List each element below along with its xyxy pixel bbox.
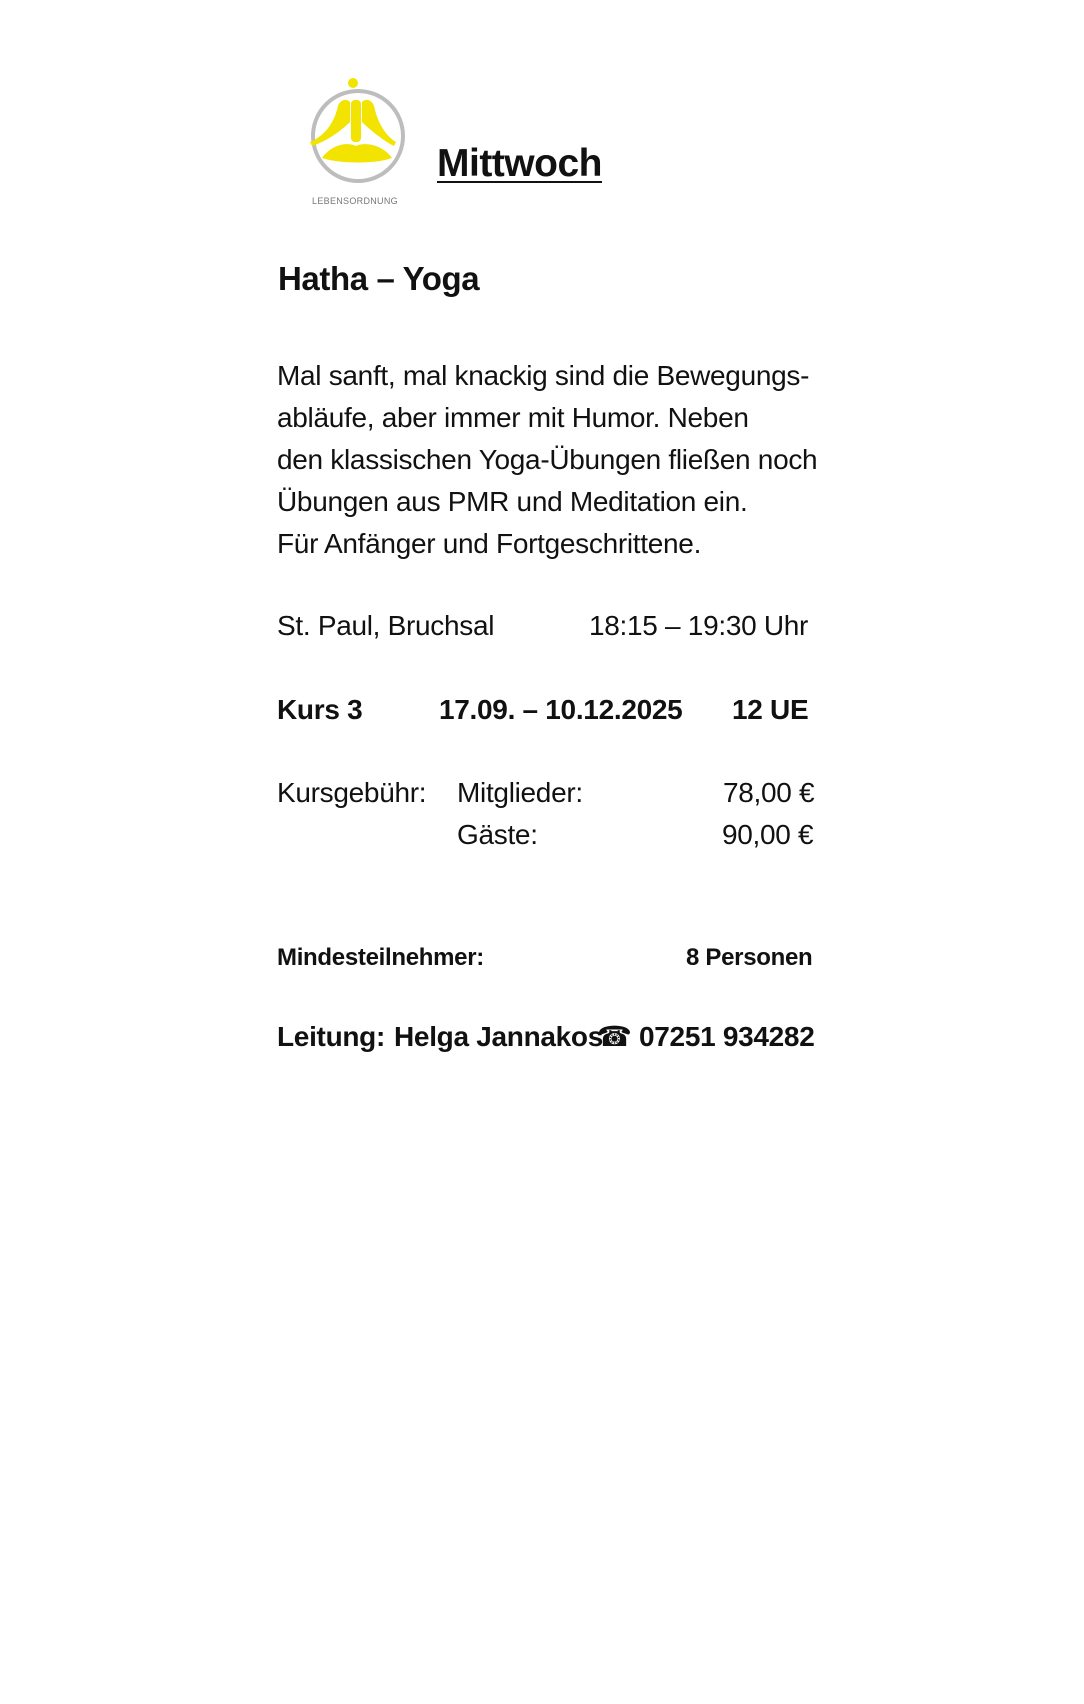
leitung-phone: 07251 934282 <box>639 1021 815 1052</box>
location-row <box>277 605 822 647</box>
description-line: Mal sanft, mal knackig sind die Bewegungs- <box>277 360 810 391</box>
minimum-label: Mindesteilnehmer: <box>277 944 484 971</box>
members-label: Mitglieder: <box>457 777 583 808</box>
guests-price: 90,00 € <box>722 819 814 850</box>
guests-label: Gäste: <box>457 819 538 850</box>
leitung-label: Leitung: <box>277 1021 386 1052</box>
course-title: Hatha – Yoga <box>278 260 480 297</box>
description-line: abläufe, aber immer mit Humor. Neben <box>277 402 749 433</box>
kurs-label: Kurs 3 <box>277 694 363 725</box>
logo-legs <box>322 144 392 162</box>
logo-caption: LEBENSORDNUNG <box>312 196 398 206</box>
location-place: St. Paul, Bruchsal <box>277 610 495 641</box>
minimum-value: 8 Personen <box>686 944 813 971</box>
meditating-figure-icon <box>300 78 410 193</box>
members-price: 78,00 € <box>723 777 815 808</box>
kurs-row <box>277 689 822 731</box>
fee-label: Kursgebühr: <box>277 777 427 808</box>
logo-torso <box>351 100 361 142</box>
logo-head <box>348 78 358 88</box>
fee-row-guests <box>277 814 822 856</box>
location-time: 18:15 – 19:30 Uhr <box>589 610 809 641</box>
phone-icon: ☎ <box>597 1021 632 1052</box>
kurs-dates: 17.09. – 10.12.2025 <box>439 694 683 725</box>
course-description <box>277 355 837 565</box>
minimum-row <box>277 937 822 979</box>
leitung-row <box>277 1016 822 1058</box>
day-title: Mittwoch <box>437 142 602 185</box>
description-line: den klassischen Yoga-Übungen fließen noch <box>277 444 818 475</box>
fee-row-members <box>277 772 822 814</box>
description-line: Für Anfänger und Fortgeschrittene. <box>277 528 702 559</box>
logo <box>300 78 420 212</box>
leitung-name: Helga Jannakos <box>394 1021 603 1052</box>
kurs-units: 12 UE <box>732 694 809 725</box>
description-line: Übungen aus PMR und Meditation ein. <box>277 486 748 517</box>
